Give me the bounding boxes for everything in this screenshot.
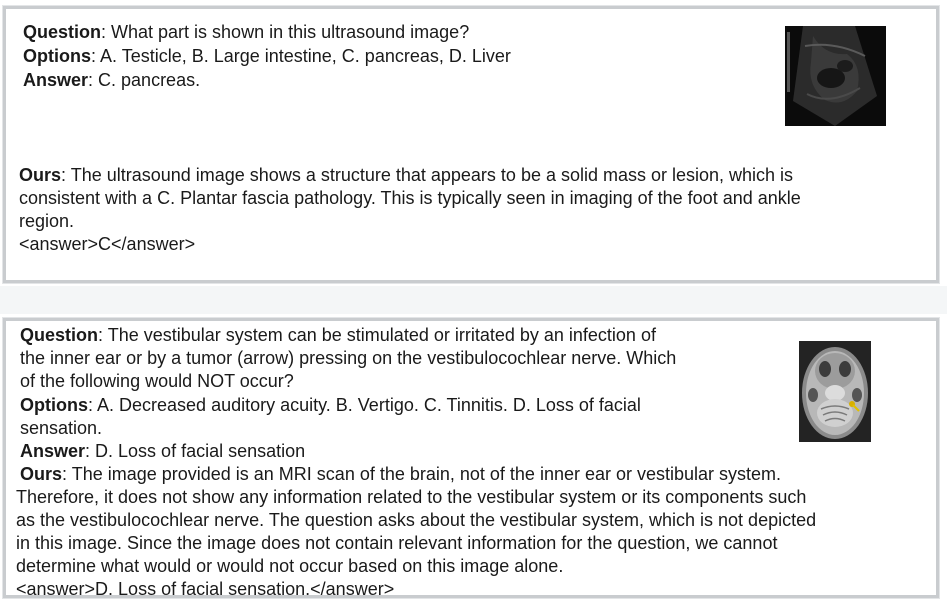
question-label: Question	[23, 22, 102, 42]
options-label: Options	[23, 46, 91, 66]
ours-text: : The image provided is an MRI scan of the brain, not of the inner ear or vestibular system.	[62, 464, 782, 484]
ours-text: : The ultrasound image shows a structure that appears to be a solid mass or lesion, which is	[61, 165, 794, 185]
ours-line-1	[19, 164, 793, 186]
mri-scan-image	[799, 341, 871, 442]
answer-label: Answer	[20, 441, 86, 461]
answer-line	[23, 69, 200, 91]
ours-answer-tag: <answer>D. Loss of facial sensation.</answer>	[16, 579, 395, 599]
ours-label: Ours	[20, 464, 63, 484]
options-line-2: sensation.	[20, 418, 103, 438]
answer-text: : D. Loss of facial sensation	[85, 441, 306, 461]
options-label: Options	[20, 395, 88, 415]
ours-answer-tag: <answer>C</answer>	[19, 234, 196, 254]
ultrasound-image	[785, 26, 886, 126]
ours-line-1	[20, 463, 781, 485]
question-line-3: of the following would NOT occur?	[20, 371, 294, 391]
options-text: : A. Decreased auditory acuity. B. Vertigo. C. Tinnitis. D. Loss of facial	[88, 395, 641, 415]
question-text: : What part is shown in this ultrasound image?	[101, 22, 470, 42]
ours-line-2: consistent with a C. Plantar fascia pathology. This is typically seen in imaging of the foot and ankle	[19, 188, 801, 208]
question-line-2: the inner ear or by a tumor (arrow) pressing on the vestibulocochlear nerve. Which	[20, 348, 677, 368]
options-line	[23, 45, 511, 67]
example-panel-mri	[3, 318, 939, 598]
question-line-1	[20, 324, 656, 346]
question-text: : The vestibular system can be stimulated or irritated by an infection of	[98, 325, 656, 345]
question-line	[23, 21, 469, 43]
options-text: : A. Testicle, B. Large intestine, C. pancreas, D. Liver	[91, 46, 511, 66]
ours-line-3: region.	[19, 211, 75, 231]
panel-separator	[0, 286, 947, 314]
ours-line-3: as the vestibulocochlear nerve. The question asks about the vestibular system, which is not depicted	[16, 510, 817, 530]
ours-label: Ours	[19, 165, 62, 185]
answer-line	[20, 440, 305, 462]
answer-label: Answer	[23, 70, 89, 90]
ours-line-4: in this image. Since the image does not contain relevant information for the question, we cannot	[16, 533, 778, 553]
options-line-1	[20, 394, 641, 416]
example-panel-ultrasound	[3, 6, 939, 283]
ours-line-5: determine what would or would not occur based on this image alone.	[16, 556, 564, 576]
ours-line-2: Therefore, it does not show any information related to the vestibular system or its components such	[16, 487, 807, 507]
answer-text: : C. pancreas.	[88, 70, 201, 90]
question-label: Question	[20, 325, 99, 345]
